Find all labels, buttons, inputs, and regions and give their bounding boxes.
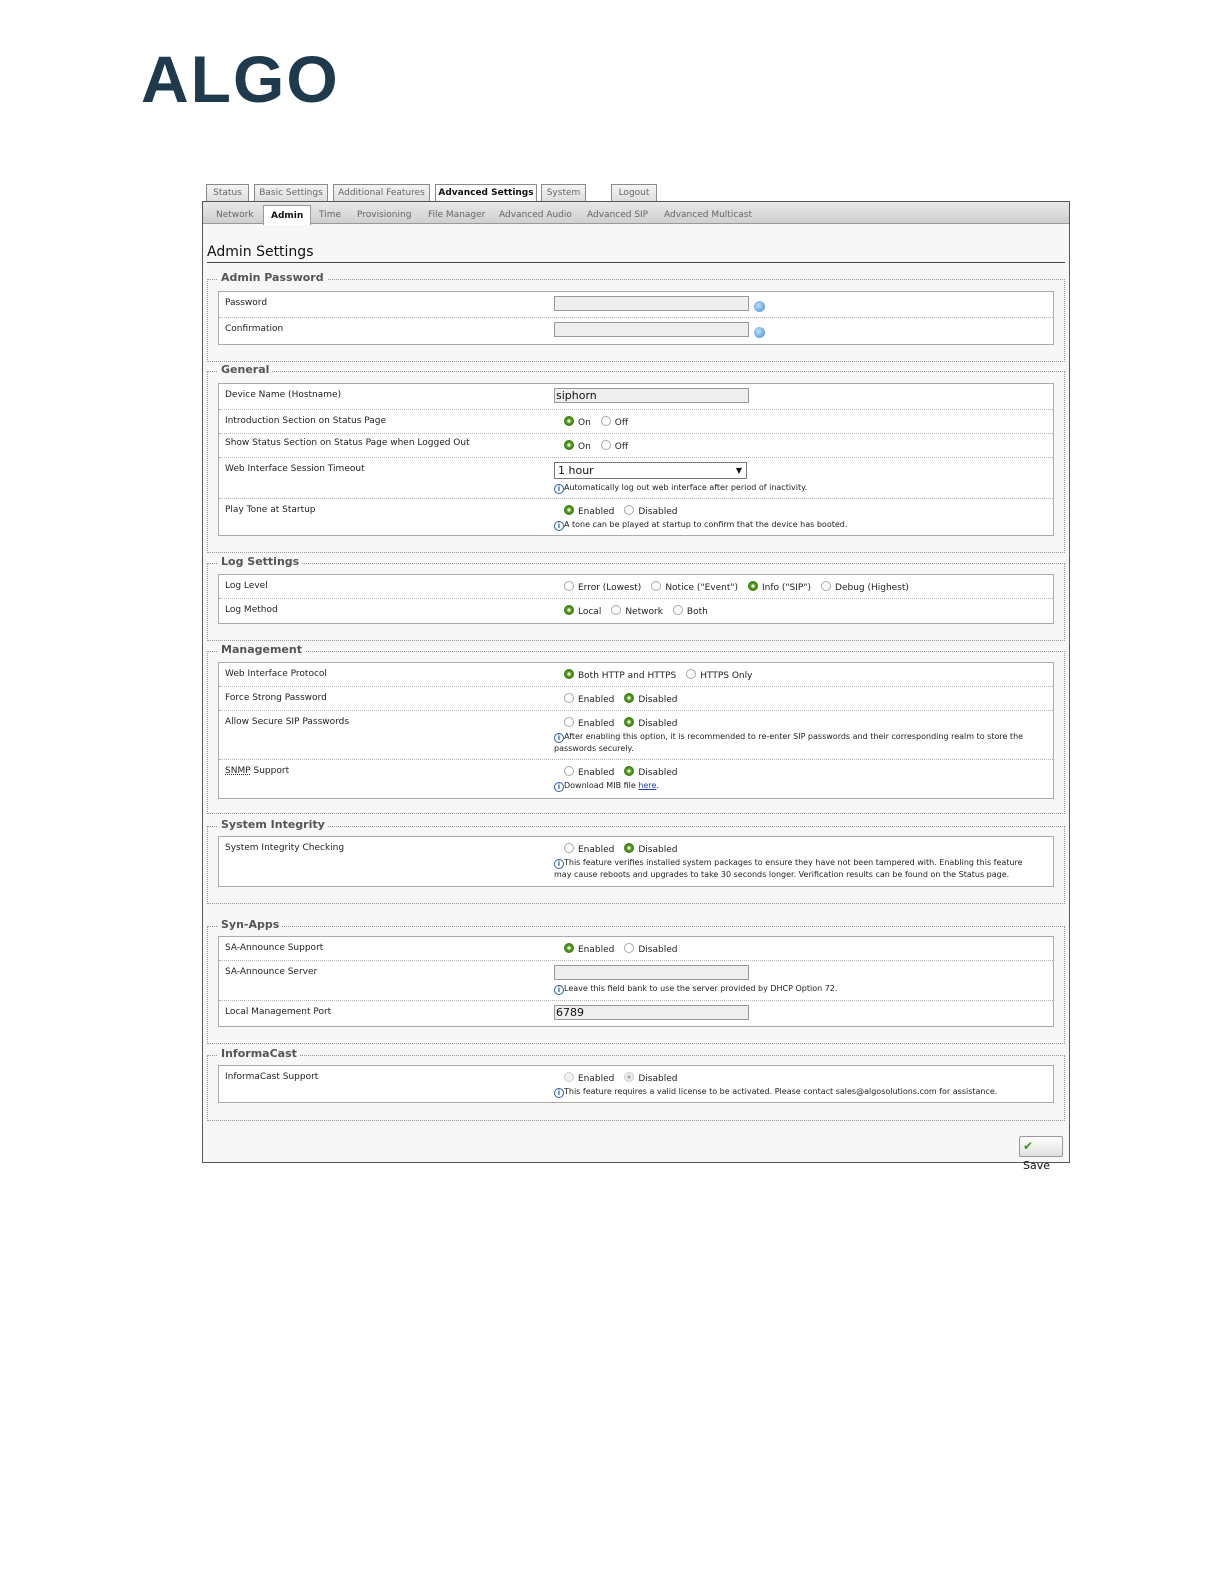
subtab-advanced-audio[interactable]: Advanced Audio [499,210,572,220]
system-integrity-section [207,818,1065,904]
password-row [219,292,1053,318]
log-level-row [219,575,1053,599]
log-method-both-radio[interactable] [673,605,683,615]
sip-hint-line-2: passwords securely. [554,744,634,753]
log-level-info-radio[interactable] [748,581,758,591]
status-row [219,434,1053,458]
info-icon: i [554,484,564,494]
enabled-label: Enabled [578,695,615,705]
disabled-label: Disabled [638,695,678,705]
section-legend: Log Settings [218,555,302,568]
mib-download-link[interactable]: here [638,781,657,790]
chevron-down-icon: ▼ [735,466,742,475]
sa-support-row [219,937,1053,961]
integrity-row [219,837,1053,886]
informacast-row [219,1066,1053,1102]
tone-label: Play Tone at Startup [225,505,316,515]
hostname-input[interactable]: siphorn [554,388,749,403]
sa-support-label: SA-Announce Support [225,943,324,953]
enabled-label: Enabled [578,845,615,855]
log-level-debug-label: Debug (Highest) [835,583,909,593]
port-row [219,1001,1053,1026]
password-label: Password [225,298,268,308]
snmp-enabled-radio[interactable] [564,766,574,776]
log-level-label: Log Level [225,581,268,591]
tab-additional-features[interactable]: Additional Features [333,184,430,202]
confirmation-input[interactable] [554,322,749,337]
log-method-local-label: Local [578,607,602,617]
disabled-label: Disabled [638,768,678,778]
password-input[interactable] [554,296,749,311]
informacast-label: InformaCast Support [225,1072,319,1082]
log-method-network-radio[interactable] [611,605,621,615]
subtab-time[interactable]: Time [319,210,342,220]
tab-status[interactable]: Status [206,184,249,202]
refresh-icon[interactable] [754,327,765,338]
sa-server-input[interactable] [554,965,749,980]
save-label: Save [1023,1159,1051,1172]
snmp-abbr: SNMP [225,766,251,776]
strong-enabled-radio[interactable] [564,693,574,703]
tab-logout[interactable]: Logout [611,184,657,202]
informacast-enabled-radio [564,1072,574,1082]
enabled-label: Enabled [578,768,615,778]
settings-table [218,383,1054,536]
log-level-error-label: Error (Lowest) [578,583,642,593]
confirmation-row [219,318,1053,344]
enabled-label: Enabled [578,945,615,955]
snmp-hint-period: . [656,781,659,790]
on-label: On [578,442,591,452]
section-legend: Syn-Apps [218,918,282,931]
log-method-both-label: Both [686,607,708,617]
log-level-notice-label: Notice ("Event") [665,583,739,593]
disabled-label: Disabled [638,845,678,855]
secure-sip-row [219,711,1053,760]
subtab-advanced-sip[interactable]: Advanced SIP [587,210,649,220]
status-on-radio[interactable] [564,440,574,450]
page-title: Admin Settings [207,244,1065,263]
hostname-row [219,384,1053,410]
general-section [207,363,1065,553]
sip-hint-line-1: After enabling this option, it is recommended to re-enter SIP passwords and their corresponding realm to store the [564,732,1024,741]
check-icon: ✔ [1023,1139,1034,1153]
admin-password-section [207,271,1065,362]
disabled-label: Disabled [638,507,678,517]
strong-password-label: Force Strong Password [225,693,327,703]
informacast-disabled-radio [624,1072,634,1082]
disabled-label: Disabled [638,719,678,729]
port-input[interactable]: 6789 [554,1005,749,1020]
syn-apps-section [207,918,1065,1044]
integrity-label: System Integrity Checking [225,843,345,853]
subtab-advanced-multicast[interactable]: Advanced Multicast [664,210,752,220]
log-settings-section [207,555,1065,641]
strong-disabled-radio[interactable] [624,693,634,703]
settings-table [218,1065,1054,1103]
settings-table [218,936,1054,1027]
log-level-info-label: Info ("SIP") [762,583,812,593]
intro-row [219,410,1053,434]
section-legend: System Integrity [218,818,328,831]
tab-basic-settings[interactable]: Basic Settings [254,184,328,202]
tone-disabled-radio[interactable] [624,505,634,515]
intro-off-radio[interactable] [601,416,611,426]
disabled-label: Disabled [638,1074,678,1084]
sip-enabled-radio[interactable] [564,717,574,727]
protocol-row [219,663,1053,687]
port-label: Local Management Port [225,1007,332,1017]
log-level-notice-radio[interactable] [651,581,661,591]
settings-table [218,291,1054,345]
timeout-row [219,458,1053,499]
on-label: On [578,418,591,428]
strong-password-row [219,687,1053,711]
timeout-hint: Automatically log out web interface after period of inactivity. [564,483,808,492]
timeout-select[interactable] [554,462,747,479]
info-icon: i [554,859,564,869]
integrity-hint-line-1: This feature verifies installed system packages to ensure they have not been tampered with. Enabling this feature [564,858,1023,867]
integrity-enabled-radio[interactable] [564,843,574,853]
sa-server-label: SA-Announce Server [225,967,318,977]
log-method-row [219,599,1053,623]
snmp-row [219,760,1053,798]
log-method-network-label: Network [625,607,663,617]
tone-row [219,499,1053,535]
management-section [207,643,1065,814]
enabled-label: Enabled [578,719,615,729]
section-legend: General [218,363,272,376]
settings-panel [202,201,1070,1172]
log-level-debug-radio[interactable] [821,581,831,591]
protocol-https-label: HTTPS Only [700,671,753,681]
snmp-disabled-radio[interactable] [624,766,634,776]
off-label: Off [614,442,629,452]
informacast-hint: This feature requires a valid license to be activated. Please contact sales@algosolutions.com for assistance. [564,1087,998,1096]
tone-hint: A tone can be played at startup to confirm that the device has booted. [564,520,848,529]
sa-disabled-radio[interactable] [624,943,634,953]
timeout-value: 1 hour [558,464,594,477]
subtab-file-manager[interactable]: File Manager [428,210,486,220]
timeout-label: Web Interface Session Timeout [225,464,365,474]
status-off-radio[interactable] [601,440,611,450]
tone-enabled-radio[interactable] [564,505,574,515]
protocol-both-radio[interactable] [564,669,574,679]
sip-disabled-radio[interactable] [624,717,634,727]
snmp-label-text: Support [253,766,290,776]
snmp-hint: Download MIB file [564,781,636,790]
log-method-label: Log Method [225,605,278,615]
protocol-label: Web Interface Protocol [225,669,327,679]
status-label: Show Status Section on Status Page when Logged Out [225,438,470,448]
enabled-label: Enabled [578,507,615,517]
settings-table [218,574,1054,624]
informacast-section [207,1047,1065,1121]
info-icon: i [554,1088,564,1098]
intro-on-radio[interactable] [564,416,574,426]
subtab-admin[interactable]: Admin [263,205,311,225]
section-legend: Management [218,643,305,656]
refresh-icon[interactable] [754,301,765,312]
section-legend: Admin Password [218,271,327,284]
intro-label: Introduction Section on Status Page [225,416,387,426]
confirmation-label: Confirmation [225,324,284,334]
snmp-label [225,766,289,776]
info-icon: i [554,521,564,531]
subtab-network[interactable]: Network [216,210,254,220]
settings-table [218,662,1054,799]
sub-tab-bar [203,202,1069,224]
log-level-error-radio[interactable] [564,581,574,591]
info-icon: i [554,733,564,743]
sa-server-row [219,961,1053,1001]
subtab-provisioning[interactable]: Provisioning [357,210,412,220]
tab-system[interactable]: System [541,184,586,202]
protocol-both-label: Both HTTP and HTTPS [578,671,677,681]
section-legend: InformaCast [218,1047,300,1060]
info-icon: i [554,985,564,995]
algo-logo: ALGO [141,42,340,116]
secure-sip-label: Allow Secure SIP Passwords [225,717,350,727]
info-icon: i [554,782,564,792]
save-button[interactable] [1019,1136,1063,1172]
settings-table [218,836,1054,887]
tab-advanced-settings[interactable]: Advanced Settings [435,184,537,203]
protocol-https-radio[interactable] [686,669,696,679]
enabled-label: Enabled [578,1074,615,1084]
off-label: Off [614,418,629,428]
sa-enabled-radio[interactable] [564,943,574,953]
hostname-label: Device Name (Hostname) [225,390,342,400]
integrity-hint-line-2: may cause reboots and upgrades to take 30 seconds longer. Verification results can be found on the Status page. [554,870,1010,879]
log-method-local-radio[interactable] [564,605,574,615]
sa-server-hint: Leave this field bank to use the server provided by DHCP Option 72. [564,984,838,993]
integrity-disabled-radio[interactable] [624,843,634,853]
disabled-label: Disabled [638,945,678,955]
